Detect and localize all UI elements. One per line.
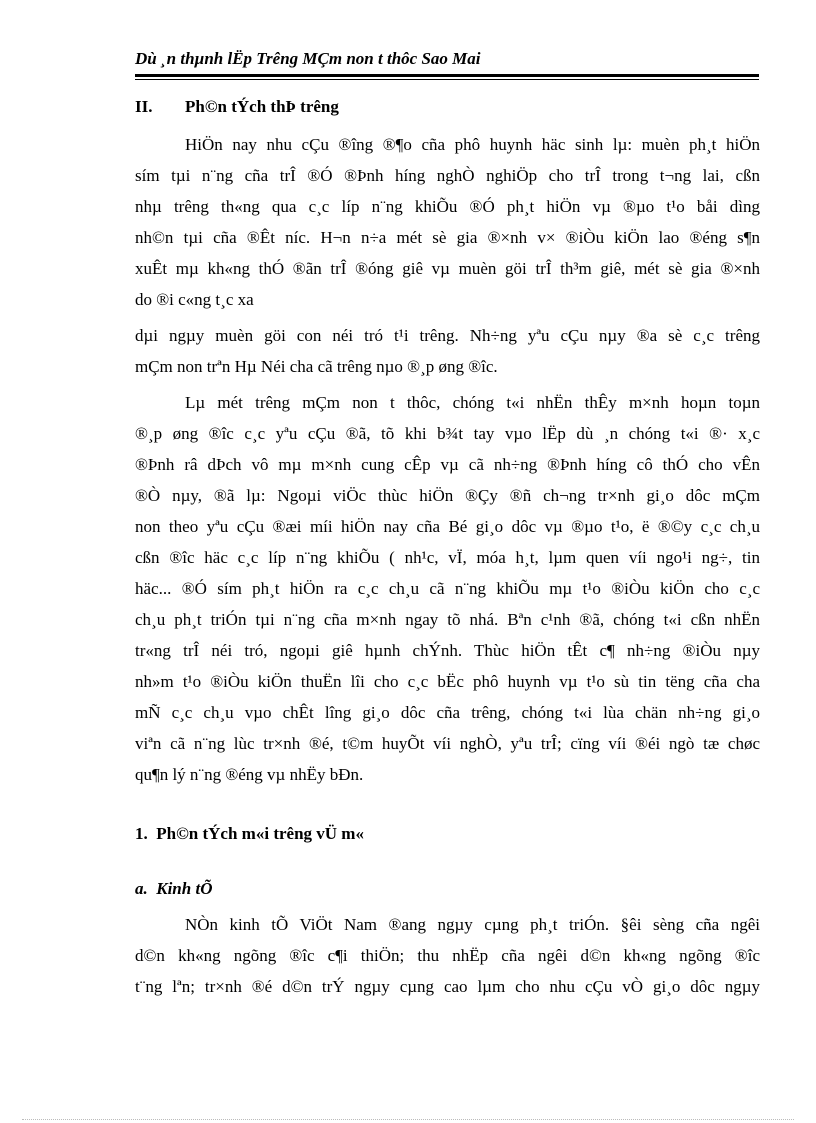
para1-line: do ®i c«ng t¸c xa <box>135 290 254 309</box>
para1-line: dµi ngµy muèn göi con néi tró t¹i trêng. Nh÷ng yªu cÇu nµy ®a sè c¸c trêng <box>135 326 760 345</box>
para2-line: ®Þnh râ dÞch vô mµ m×nh cung cÊp vµ cã nh÷ng ®Þnh híng cô thÓ cho vÊn <box>135 455 760 474</box>
subsection-title: Ph©n tÝch m«i trêng vÜ m« <box>156 824 364 843</box>
para2-line: qu¶n lý n¨ng ®éng vµ nhËy bÐn. <box>135 765 364 784</box>
subsubsection-title: Kinh tÕ <box>156 879 213 898</box>
subsubsection-heading <box>135 878 760 900</box>
subsubsection-label: a. <box>135 879 148 898</box>
para1-line: nh©n tµi cña ®Êt níc. H¬n n÷a mét sè gia ®×nh v× ®iÒu kiÖn lao ®éng s¶n <box>135 228 760 247</box>
para2-line: häc... ®Ó sím ph¸t hiÖn ra c¸c ch¸u cã n¨ng khiÕu mµ t¹o ®iÒu kiÖn cho c¸c <box>135 579 760 598</box>
header-title: Dù ¸n thµnh lËp Trêng MÇm non t thôc Sao Mai <box>135 49 481 68</box>
para3-line: t¨ng lªn; tr×nh ®é d©n trÝ ngµy cµng cao lµm cho nhu cÇu vÒ gi¸o dôc ngµy <box>135 977 760 996</box>
para2-line: ®¸p øng ®îc c¸c yªu cÇu ®ã, tõ khi b¾t tay vµo lËp dù ¸n chóng t«i ®· x¸c <box>135 424 760 443</box>
para3-line: d©n kh«ng ngõng ®îc c¶i thiÖn; thu nhËp cña ngêi d©n kh«ng ngõng ®îc <box>135 946 760 965</box>
para1-line: HiÖn nay nhu cÇu ®îng ®¶o cña phô huynh häc sinh lµ: muèn ph¸t hiÖn <box>185 135 760 154</box>
para2-line: Lµ mét trêng mÇm non t thôc, chóng t«i nhËn thÊy m×nh hoµn toµn <box>185 393 760 412</box>
header-rule-thick <box>135 74 759 77</box>
subsection-heading <box>135 823 760 845</box>
para2-line: ch¸u ph¸t triÓn tµi n¨ng cña m×nh ngay tõ nhá. Bªn c¹nh ®ã, chóng t«i cßn nhËn <box>135 610 760 629</box>
para2-line: ®Ò nµy, ®ã lµ: Ngoµi viÖc thùc hiÖn ®Çy ®ñ ch¬ng tr×nh gi¸o dôc mÇm <box>135 486 760 505</box>
para3-line: NÒn kinh tÕ ViÖt Nam ®ang ngµy cµng ph¸t triÓn. §êi sèng cña ngêi <box>185 915 760 934</box>
para1-line: nhµ trêng th«ng qua c¸c líp n¨ng khiÕu ®Ó ph¸t hiÖn vµ ®µo t¹o båi dìng <box>135 197 760 216</box>
para2-line: non theo yªu cÇu ®æi míi hiÖn nay cña Bé gi¸o dôc vµ ®µo t¹o, ë ®©y c¸c ch¸u <box>135 517 760 536</box>
para2-line: mÑ c¸c ch¸u vµo chÊt lîng gi¸o dôc cña trêng, chóng t«i lùa chän nh÷ng gi¸o <box>135 703 760 722</box>
para2-line: nh»m t¹o ®iÒu kiÖn thuËn lîi cho c¸c bËc phô huynh vµ t¹o sù tin tëng cña cha <box>135 672 760 691</box>
para2-line: cßn ®îc häc c¸c líp n¨ng khiÕu ( nh¹c, vÏ, móa h¸t, lµm quen víi ngo¹i ng÷, tin <box>135 548 760 567</box>
para1-line: sím tµi n¨ng cña trÎ ®Ó ®Þnh híng nghÒ nghiÖp cho trÎ trong t¬ng lai, cßn <box>135 166 760 185</box>
section-number: II. <box>135 97 153 116</box>
para1-line: xuÊt mµ kh«ng thÓ ®ãn trÎ ®óng giê vµ muèn göi trÎ th³m giê, mét sè gia ®×nh <box>135 259 760 278</box>
section-heading <box>135 96 760 118</box>
subsection-number: 1. <box>135 824 148 843</box>
para2-line: viªn cã n¨ng lùc tr×nh ®é, t©m huyÕt víi nghÒ, yªu trÎ; cïng víi ®éi ngò tæ chøc <box>135 734 760 753</box>
header-rule-thin <box>135 79 759 80</box>
para2-line: tr«ng trÎ néi tró, ngoµi giê hµnh chÝnh. Thùc hiÖn tÊt c¶ nh÷ng ®iÒu nµy <box>135 641 760 660</box>
section-title: Ph©n tÝch thÞ trêng <box>185 97 339 116</box>
para1-line: mÇm non trªn Hµ Néi cha cã trêng nµo ®¸p øng ®îc. <box>135 357 498 376</box>
page-bottom-border <box>22 1119 794 1120</box>
